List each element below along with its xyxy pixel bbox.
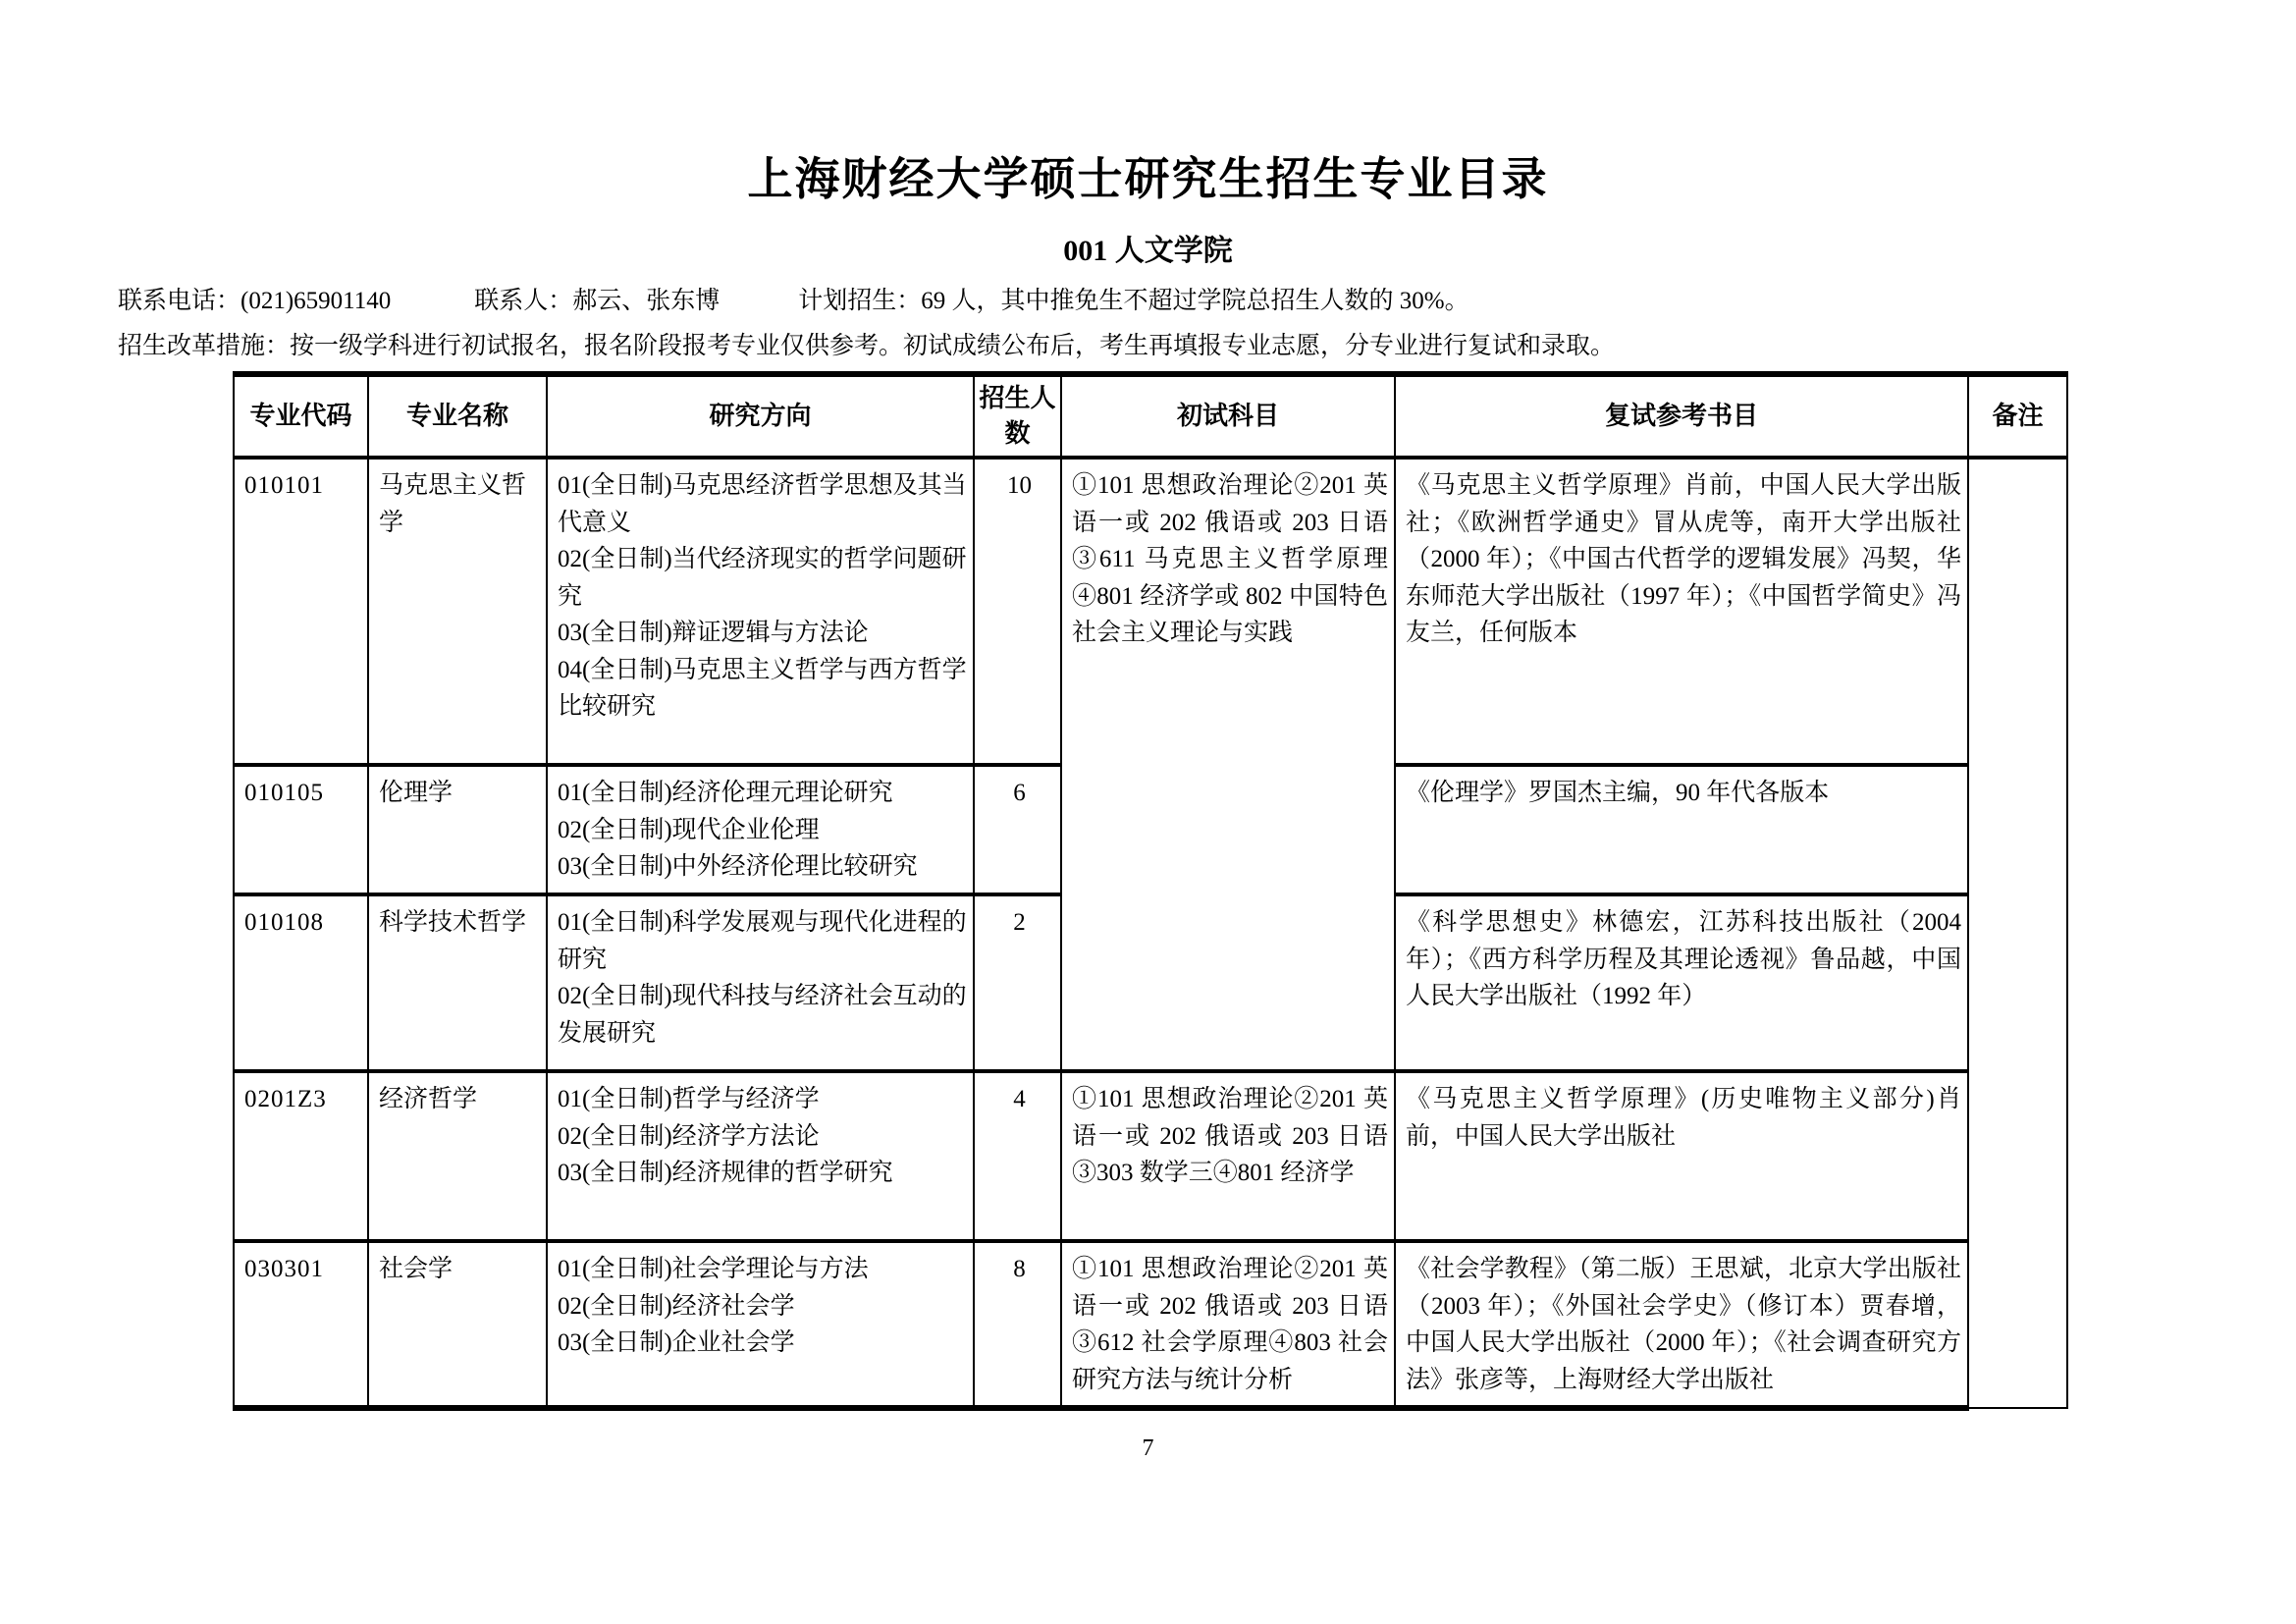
header-remarks: 备注 [1968, 374, 2067, 458]
header-retest-reference-books: 复试参考书目 [1395, 374, 1968, 458]
header-initial-exam-subjects: 初试科目 [1061, 374, 1395, 458]
major-name-cell: 经济哲学 [368, 1071, 547, 1241]
research-directions-cell: 01(全日制)科学发展观与现代化进程的研究 02(全日制)现代科技与经济社会互动的发展研究 [547, 894, 974, 1071]
retest-reference-books-cell: 《马克思主义哲学原理》(历史唯物主义部分)肖前，中国人民大学出版社 [1395, 1071, 1968, 1241]
header-major-name: 专业名称 [368, 374, 547, 458]
major-name-cell: 伦理学 [368, 765, 547, 894]
research-directions-cell: 01(全日制)社会学理论与方法 02(全日制)经济社会学 03(全日制)企业社会学 [547, 1241, 974, 1408]
page-number: 7 [1142, 1435, 1154, 1461]
table-row [234, 1241, 2067, 1408]
table-row [234, 458, 2067, 765]
enrollment-plan: 计划招生：69 人，其中推免生不超过学院总招生人数的 30%。 [798, 288, 1469, 314]
header-enrollment-count: 招生人数 [974, 374, 1061, 458]
major-name-cell: 科学技术哲学 [368, 894, 547, 1071]
retest-reference-books-cell: 《马克思主义哲学原理》肖前，中国人民大学出版社；《欧洲哲学通史》冒从虎等，南开大学出版社（2000 年）；《中国古代哲学的逻辑发展》冯契，华东师范大学出版社（1997 年）；《中国哲学简史》冯友兰，任何版本 [1395, 458, 1968, 765]
contact-info-line [118, 281, 2237, 316]
major-code-cell: 0201Z3 [234, 1071, 368, 1241]
retest-reference-books-cell: 《伦理学》罗国杰主编，90 年代各版本 [1395, 765, 1968, 894]
retest-reference-books-cell: 《社会学教程》（第二版）王思斌，北京大学出版社（2003 年）；《外国社会学史》（修订本）贾春增，中国人民大学出版社（2000 年）；《社会调查研究方法》张彦等，上海财经大学出版社 [1395, 1241, 1968, 1408]
enrollment-count-cell: 10 [974, 458, 1061, 765]
admissions-table [233, 371, 2068, 1411]
major-name-cell: 社会学 [368, 1241, 547, 1408]
major-code-cell: 010101 [234, 458, 368, 765]
contact-person: 联系人：郝云、张东博 [474, 288, 721, 314]
school-section-title: 001 人文学院 [1063, 235, 1233, 267]
remarks-cell [1968, 458, 2067, 1408]
enrollment-count-cell: 4 [974, 1071, 1061, 1241]
reform-measures-line: 招生改革措施：按一级学科进行初试报名，报名阶段报考专业仅供参考。初试成绩公布后，考生再填报专业志愿，分专业进行复试和录取。 [118, 333, 1616, 359]
header-major-code: 专业代码 [234, 374, 368, 458]
enrollment-count-cell: 8 [974, 1241, 1061, 1408]
retest-reference-books-cell: 《科学思想史》林德宏，江苏科技出版社（2004 年）；《西方科学历程及其理论透视》鲁品越，中国人民大学出版社（1992 年） [1395, 894, 1968, 1071]
table-row [234, 1071, 2067, 1241]
enrollment-count-cell: 2 [974, 894, 1061, 1071]
initial-exam-subjects-cell: ①101 思想政治理论②201 英语一或 202 俄语或 203 日语③612 社会学原理④803 社会研究方法与统计分析 [1061, 1241, 1395, 1408]
header-research-directions: 研究方向 [547, 374, 974, 458]
research-directions-cell: 01(全日制)哲学与经济学 02(全日制)经济学方法论 03(全日制)经济规律的哲学研究 [547, 1071, 974, 1241]
major-code-cell: 010105 [234, 765, 368, 894]
initial-exam-subjects-cell: ①101 思想政治理论②201 英语一或 202 俄语或 203 日语③303 数学三④801 经济学 [1061, 1071, 1395, 1241]
table-header-row [234, 374, 2067, 458]
initial-exam-subjects-cell: ①101 思想政治理论②201 英语一或 202 俄语或 203 日语③611 马克思主义哲学原理④801 经济学或 802 中国特色社会主义理论与实践 [1061, 458, 1395, 1071]
major-name-cell: 马克思主义哲学 [368, 458, 547, 765]
research-directions-cell: 01(全日制)经济伦理元理论研究 02(全日制)现代企业伦理 03(全日制)中外经济伦理比较研究 [547, 765, 974, 894]
major-code-cell: 010108 [234, 894, 368, 1071]
enrollment-count-cell: 6 [974, 765, 1061, 894]
research-directions-cell: 01(全日制)马克思经济哲学思想及其当代意义 02(全日制)当代经济现实的哲学问题研究 03(全日制)辩证逻辑与方法论 04(全日制)马克思主义哲学与西方哲学比较研究 [547, 458, 974, 765]
major-code-cell: 030301 [234, 1241, 368, 1408]
contact-phone: 联系电话：(021)65901140 [118, 288, 392, 314]
document-title: 上海财经大学硕士研究生招生专业目录 [747, 154, 1549, 204]
